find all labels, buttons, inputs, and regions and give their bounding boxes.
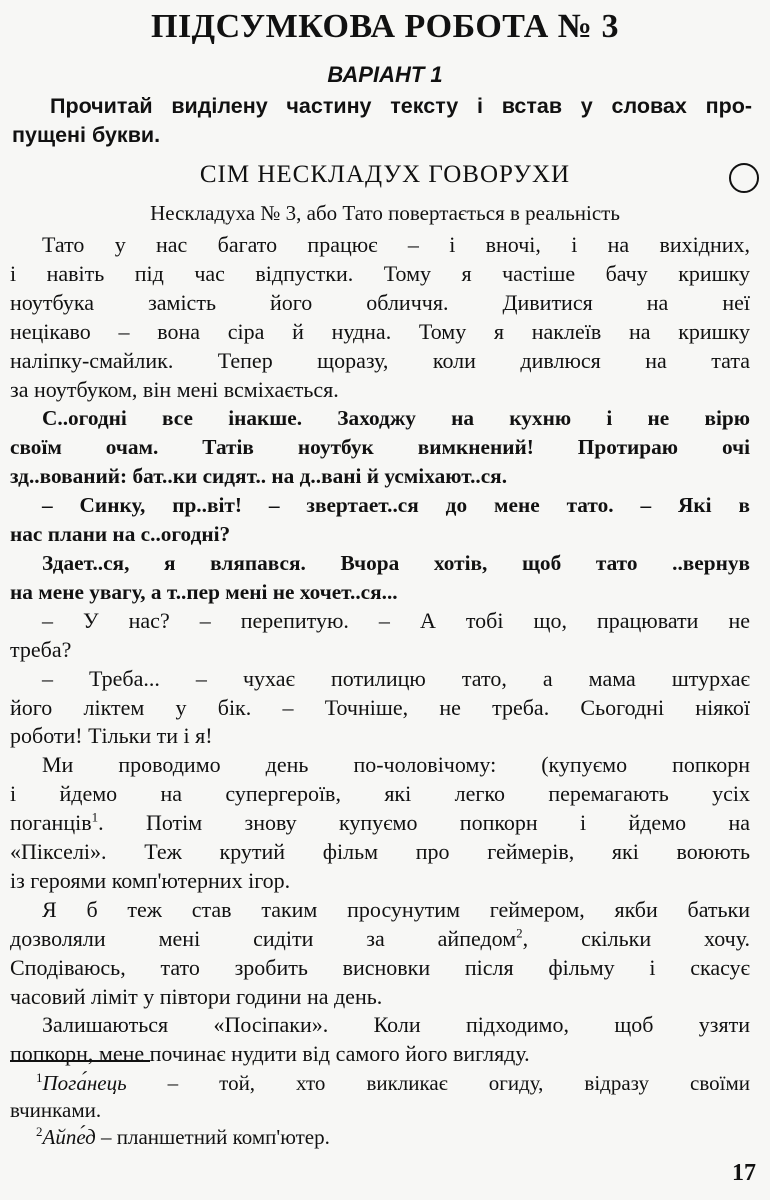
instruction-line: Прочитай виділену частину тексту і встав у словах про- (50, 94, 752, 118)
text-line (10, 491, 750, 520)
text-line (10, 231, 750, 260)
text-line (10, 607, 750, 636)
line-text: із героями комп'ютерних ігор. (10, 867, 291, 893)
text-line (10, 809, 750, 838)
line-text: і йдемо на супергероїв, які легко перемагають усіх (10, 781, 750, 807)
text-line (10, 347, 750, 376)
footnote (10, 1070, 750, 1097)
line-text: на мене увагу, а т..пер мені не хочет..ся... (10, 579, 398, 604)
text-line (10, 636, 750, 665)
text-line (10, 318, 750, 347)
line-text: його ліктем у бік. – Точніше, не треба. Сьогодні ніякої (10, 694, 750, 720)
line-text: Залишаються «Посіпаки». Коли підходимо, щоб узяти (42, 1012, 750, 1038)
footnote-continuation: вчинками. (10, 1098, 102, 1122)
line-text: Я б теж став таким просунутим геймером, якби батьки (42, 896, 750, 922)
footnote-divider (10, 1060, 150, 1062)
text-line (10, 404, 750, 433)
line-text: і навіть під час відпустки. Тому я частіше бачу кришку (10, 260, 750, 286)
line-text: С..огодні все інакше. Заходжу на кухню і не вірю (42, 406, 750, 431)
line-text: роботи! Тільки ти і я! (10, 723, 213, 749)
footnote-number: 1 (36, 1070, 43, 1085)
line-text: дозволяли мені сидіти за айпедом (10, 925, 517, 951)
text-line (10, 376, 750, 405)
text-line (10, 289, 750, 318)
footnote-ref: 2 (516, 925, 523, 941)
text-line (10, 1040, 750, 1069)
line-text: наліпку-смайлик. Тепер щоразу, коли дивлюся на тата (10, 347, 750, 373)
text-line (10, 838, 750, 867)
line-text: Тато у нас багато працює – і вночі, і на вихідних, (42, 232, 750, 257)
line-text: – Треба... – чухає потилицю тато, а мама штурхає (42, 665, 750, 691)
text-line (10, 722, 750, 751)
line-text: – У нас? – перепитую. – А тобі що, працювати не (42, 607, 750, 633)
line-text: нецікаво – вона сіра й нудна. Тому я наклеїв на кришку (10, 318, 750, 344)
line-text: зд..вований: бат..ки сидят.. на д..вані й усміхают..ся. (10, 464, 508, 489)
story-subtitle: Нескладуха № 3, або Тато повертається в реальність (150, 201, 620, 225)
footnote-text: – планшетний комп'ютер. (95, 1125, 330, 1149)
line-text: за ноутбуком, він мені всміхається. (10, 376, 339, 402)
line-text: , скільки хочу. (522, 925, 750, 951)
line-text: часовий ліміт у півтори години на день. (10, 983, 383, 1009)
text-line (10, 751, 750, 780)
story-title: СІМ НЕСКЛАДУХ ГОВОРУХИ (199, 161, 571, 188)
footnote-ref: 1 (91, 809, 99, 825)
page-title: ПІДСУМКОВА РОБОТА № 3 (151, 8, 619, 45)
line-text: попкорн, мене починає нудити від самого його вигляду. (10, 1041, 530, 1067)
text-line (10, 694, 750, 723)
text-line (10, 925, 750, 954)
instruction (12, 92, 752, 150)
line-text: – Синку, пр..віт! – звертает..ся до мене тато. – Які в (42, 493, 750, 518)
text-line (10, 260, 750, 289)
text-line (10, 983, 750, 1012)
instruction-line: пущені букви. (12, 123, 161, 147)
text-line (10, 549, 750, 578)
footnote-term: Пога́нець (42, 1071, 127, 1095)
text-line (10, 665, 750, 694)
line-text: Ми проводимо день по-чоловічому: (купуємо попкорн (42, 752, 750, 778)
text-line (10, 462, 750, 491)
line-text: . Потім знову купуємо попкорн і йдемо на (98, 810, 750, 836)
page-number: 17 (732, 1160, 756, 1186)
footnote-text: – той, хто викликає огиду, відразу своїми (126, 1071, 750, 1095)
line-text: треба? (10, 636, 72, 662)
text-line (10, 520, 750, 549)
line-text: Здает..ся, я вляпався. Вчора хотів, щоб тато ..вернув (42, 550, 750, 575)
footnote (10, 1124, 750, 1151)
line-text: поганців (10, 810, 92, 836)
text-line (10, 433, 750, 462)
footnote-term: Айпе́д (42, 1125, 96, 1149)
line-text: нас плани на с..огодні? (10, 522, 231, 547)
text-line (10, 1011, 750, 1040)
footnotes (10, 1070, 750, 1151)
score-circle-icon (729, 163, 759, 193)
variant-heading: ВАРІАНТ 1 (327, 62, 443, 87)
text-line (10, 867, 750, 896)
text-line (10, 578, 750, 607)
text-line (10, 954, 750, 983)
footnote-number: 2 (36, 1124, 43, 1139)
line-text: Сподіваюсь, тато зробить висновки після фільму і скасує (10, 954, 750, 980)
story-text (10, 231, 750, 1069)
line-text: ноутбука замість його обличчя. Дивитися на неї (10, 289, 750, 315)
text-line (10, 896, 750, 925)
line-text: «Пікселі». Теж крутий фільм про геймерів, які воюють (10, 839, 750, 865)
line-text: своїм очам. Татів ноутбук вимкнений! Протираю очі (10, 435, 750, 460)
text-line (10, 780, 750, 809)
